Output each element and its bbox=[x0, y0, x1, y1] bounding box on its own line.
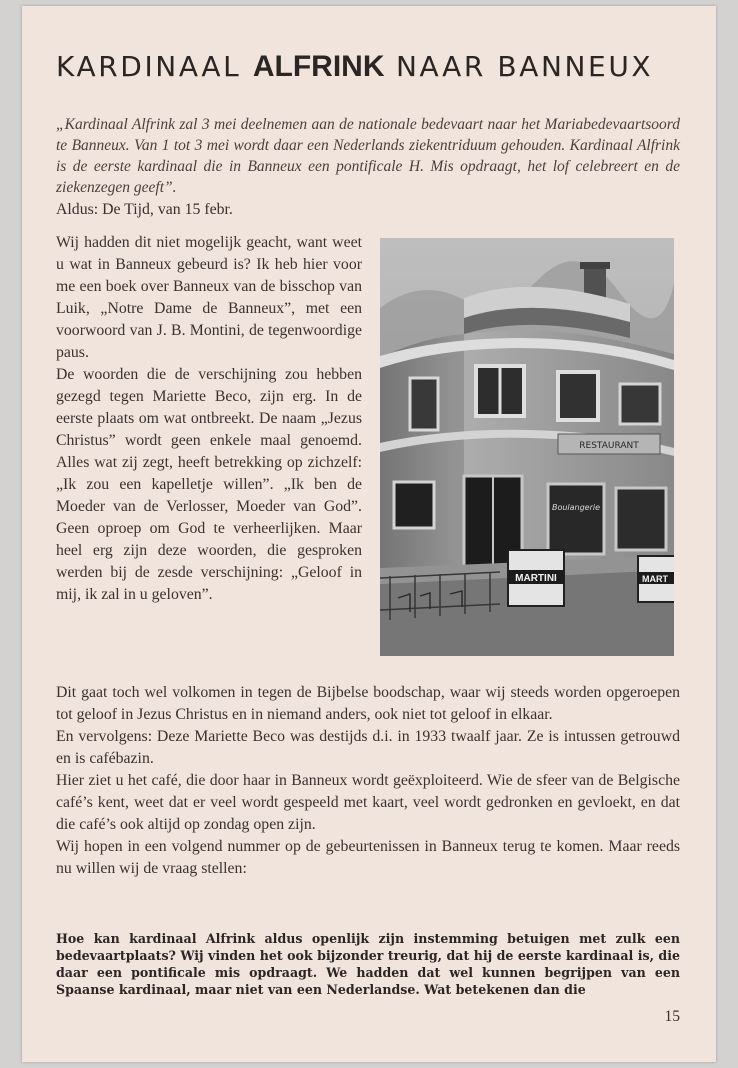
page-number: 15 bbox=[664, 1008, 680, 1025]
paragraph: Hier ziet u het café, die door haar in Banneux wordt geëxploiteerd. Wie de sfeer van de Belgische café’s kent, weet dat er veel wordt gespeeld met kaart, veel wordt gedronken en gevloekt, en dat die café’s ook altijd op zondag open zijn. bbox=[56, 772, 680, 833]
martini-sign-partial: MART bbox=[642, 574, 668, 584]
intro-quote: „Kardinaal Alfrink zal 3 mei deelnemen aan de nationale bedevaart naar het Mariabedevaartsoord te Banneux. Van 1 tot 3 mei wordt daar een Nederlands ziekentriduum gehouden. Kardinaal Alfrink is de eerste kardinaal die in Banneux een pontificale H. Mis opdraagt, het lof celebreert en de ziekenzegen geeft”. bbox=[56, 116, 680, 196]
left-paragraph: De woorden die de verschijning zou hebben gezegd tegen Mariette Beco, zijn erg. In de eerste plaats om wat ontbreekt. De naam „Jezus Christus” wordt geen enkele maal genoemd. Alles wat zij zegt, heeft betrekking op zichzelf: „Ik zou een kapelletje willen”. „Ik ben de Moeder van de Verlosser, Moeder van God”. Geen oproep om God te verheerlijken. Maar heel erg zijn deze woorden, die gesproken werden bij de zesde verschijning: „Geloof in mij, ik zal in u geloven”. bbox=[56, 366, 362, 603]
cafe-building-illustration bbox=[380, 238, 674, 656]
magazine-page bbox=[22, 6, 716, 1062]
title-part-2: NAAR BANNEUX bbox=[384, 50, 654, 83]
title-part-bold: ALFRINK bbox=[252, 50, 385, 83]
paragraph: Wij hopen in een volgend nummer op de gebeurtenissen in Banneux terug te komen. Maar reeds nu willen wij de vraag stellen: bbox=[56, 838, 680, 877]
boulangerie-sign: Boulangerie bbox=[551, 503, 601, 512]
full-width-text bbox=[56, 682, 680, 880]
left-column bbox=[56, 232, 362, 606]
left-paragraph: Wij hadden dit niet mogelijk geacht, want weet u wat in Banneux gebeurd is? Ik heb hier voor me een boek over Banneux van de bisschop van Luik, „Notre Dame de Banneux”, met een voorwoord van J. B. Montini, de tegenwoordige paus. bbox=[56, 234, 362, 361]
restaurant-sign: RESTAURANT bbox=[579, 441, 639, 451]
title-part-1: KARDINAAL bbox=[56, 50, 253, 83]
martini-sign: MARTINI bbox=[515, 573, 557, 584]
paragraph: Dit gaat toch wel volkomen in tegen de Bijbelse boodschap, waar wij steeds worden opgeroepen tot geloof in Jezus Christus en in niemand anders, ook niet tot geloof in elkaar. bbox=[56, 684, 680, 723]
source-line: Aldus: De Tijd, van 15 febr. bbox=[56, 201, 233, 218]
cafe-photo bbox=[380, 238, 674, 656]
paragraph: En vervolgens: Deze Mariette Beco was destijds d.i. in 1933 twaalf jaar. Ze is intussen getrouwd en is cafébazin. bbox=[56, 728, 680, 767]
article-title bbox=[56, 52, 680, 82]
closing-bold-paragraph: Hoe kan kardinaal Alfrink aldus openlijk zijn instemming betuigen met zulk een bedevaartplaats? Wij vinden het ook bijzonder treurig, dat hij de eerste kardinaal is, die daar een pontificale mis opdraagt. We hadden dat wel kunnen begrijpen van een Spaanse kardinaal, maar niet van een Nederlandse. Wat betekenen dan die bbox=[56, 931, 680, 997]
